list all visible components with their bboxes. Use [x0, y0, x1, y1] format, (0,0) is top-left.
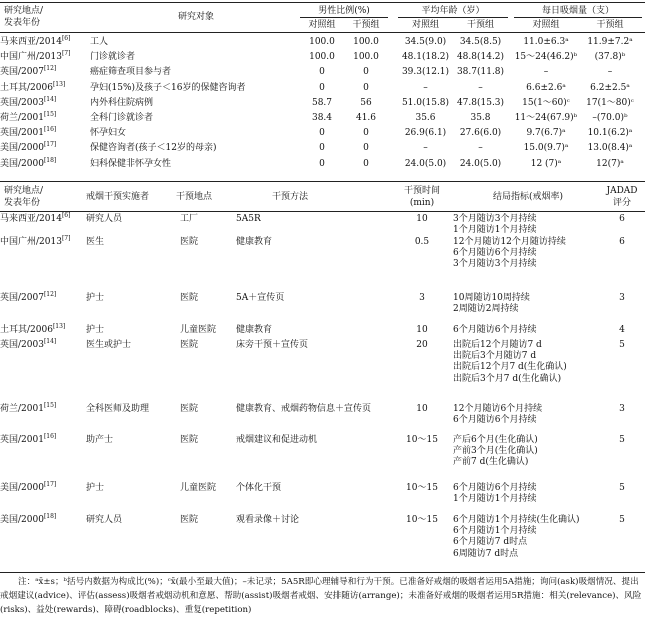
t1-row-male-intervention: 0: [363, 143, 369, 153]
location-year: 美国/2000: [0, 515, 44, 525]
t2-row-site: 医院: [180, 404, 199, 414]
table-rule: [0, 572, 645, 573]
t1-row-male-intervention: 56: [360, 98, 372, 108]
t2-row-implementer: 研究人员: [86, 214, 123, 224]
t2-row-implementer: 医生: [86, 237, 105, 247]
t2-row-duration: 10: [416, 214, 428, 224]
reference-marker: [13]: [52, 323, 66, 330]
location-year: 中国广州/2013: [0, 52, 62, 62]
t1-row-age-control: 26.9(6.1): [404, 128, 447, 138]
t1-row-location: [0, 51, 70, 63]
t1-row-male-intervention: 0: [363, 67, 369, 77]
t2-row-location: [0, 339, 56, 351]
t1-row-subject: 内外科住院病例: [90, 98, 154, 108]
t2-header-jadad-l2: 评分: [612, 198, 631, 208]
t2-row-method: 个体化干预: [236, 483, 282, 493]
t2-row-implementer: 全科医师及助理: [86, 404, 150, 414]
t1-row-smoke-control: 15(1～60)ᶜ: [522, 98, 570, 108]
t2-row-implementer: 医生或护士: [86, 340, 132, 350]
t1-header-mean-age: 平均年龄（岁）: [421, 6, 485, 16]
t2-row-method: 健康教育、戒烟药物信息＋宣传页: [236, 404, 372, 414]
t2-row-duration: 10: [416, 325, 428, 335]
t1-row-male-control: 58.7: [311, 98, 333, 108]
reference-marker: [17]: [43, 481, 57, 488]
t1-row-male-control: 0: [319, 159, 325, 169]
t2-header-location-l1: 研究地点/: [4, 186, 44, 196]
t2-row-outcome-line: 出院后3个月7 d(生化确认): [453, 374, 562, 384]
t1-row-smoke-intervention: 13.0(8.4)ᵃ: [587, 143, 633, 153]
column-group-rule: [398, 17, 508, 18]
t2-row-outcome-line: 6个月随访6个月持续: [453, 325, 537, 335]
t1-row-male-control: 100.0: [309, 52, 335, 62]
column-group-rule: [300, 17, 388, 18]
t2-row-location: [0, 236, 70, 248]
t1-row-age-intervention: 34.5(8.5): [459, 37, 502, 47]
t1-row-smoke-intervention: (37.8)ᵇ: [594, 52, 626, 62]
reference-marker: [14]: [43, 338, 57, 345]
t2-row-method: 床旁干预＋宣传页: [236, 340, 309, 350]
t1-row-subject: 孕妇(15%)及孩子＜16岁的保健咨询者: [90, 83, 246, 93]
table-rule: [0, 2, 645, 3]
t1-row-age-control: –: [423, 83, 428, 93]
t2-header-duration-l2: (min): [409, 198, 435, 208]
t1-row-male-intervention: 100.0: [353, 37, 379, 47]
table-footnote: 注：ᵃx̄±s；ᵇ括号内数据为构成比(%)；ᶜx̄(最小至最大值)；–未记录；5A5R即心理辅导和行为干预。已准备好戒烟的吸烟者运用5A措施；询问(ask)吸烟情况、提出戒烟建议(advice)、评估(assess)吸烟者戒烟动机和意愿、帮助(assist)吸烟者戒烟、安排随访(arrange)；未准备好戒烟的吸烟者运用5R措施：相关(relevance)、风险(risks)、益处(rewards)、障碍(roadblocks)、重复(repetition): [0, 577, 642, 615]
t1-row-male-control: 100.0: [309, 37, 335, 47]
t1-row-smoke-control: 11～24(67.9)ᵇ: [514, 113, 578, 123]
t1-row-smoke-intervention: 6.2±2.5ᵃ: [590, 83, 630, 93]
t2-row-site: 医院: [180, 293, 199, 303]
table-rule: [0, 211, 645, 212]
t1-row-smoke-control: 15～24(46.2)ᵇ: [514, 52, 578, 62]
t1-row-location: [0, 112, 56, 124]
t2-row-implementer: 研究人员: [86, 515, 123, 525]
t2-row-implementer: 护士: [86, 483, 105, 493]
location-year: 英国/2007: [0, 67, 44, 77]
t2-row-duration: 10～15: [406, 483, 438, 493]
t2-row-method: 5A5R: [236, 214, 261, 224]
t2-row-site: 儿童医院: [180, 325, 217, 335]
t1-row-age-intervention: 48.8(14.2): [456, 52, 505, 62]
t1-header-age-control: 对照组: [411, 20, 439, 30]
t2-row-outcome-line: 6个月随访7 d时点: [453, 537, 528, 547]
location-year: 马来西亚/2014: [0, 37, 62, 47]
t2-row-jadad: 6: [619, 214, 625, 224]
t2-row-location: [0, 213, 70, 225]
t1-row-smoke-intervention: 17(1～80)ᶜ: [586, 98, 634, 108]
t2-row-location: [0, 292, 56, 304]
t1-row-age-intervention: –: [478, 83, 483, 93]
t1-header-age-intervention: 干预组: [466, 20, 494, 30]
t2-row-location: [0, 482, 56, 494]
t1-row-smoke-intervention: –(70.0)ᵇ: [592, 113, 628, 123]
t1-row-location: [0, 127, 56, 139]
t1-row-age-control: 39.3(12.1): [401, 67, 450, 77]
t1-row-age-control: 48.1(18.2): [401, 52, 450, 62]
t2-row-outcome-line: 6周随访7 d时点: [453, 549, 519, 559]
t1-row-subject: 妇科保健非怀孕女性: [90, 159, 172, 169]
t1-row-smoke-intervention: 12(7)ᵃ: [596, 159, 624, 169]
t2-row-outcome-line: 3个月随访3个月持续: [453, 214, 537, 224]
t1-row-male-intervention: 0: [363, 128, 369, 138]
location-year: 荷兰/2001: [0, 404, 44, 414]
t2-row-method: 健康教育: [236, 325, 273, 335]
location-year: 中国广州/2013: [0, 237, 62, 247]
t1-row-smoke-intervention: 11.9±7.2ᵃ: [587, 37, 633, 47]
t1-row-age-intervention: –: [478, 143, 483, 153]
t1-header-subject: 研究对象: [178, 12, 215, 22]
t2-row-outcome-line: 出院后12个月随访7 d: [453, 340, 542, 350]
t1-row-male-intervention: 0: [363, 83, 369, 93]
reference-marker: [14]: [43, 96, 57, 103]
t1-row-age-control: 51.0(15.8): [401, 98, 450, 108]
t2-header-jadad-l1: JADAD: [606, 186, 638, 196]
t1-row-location: [0, 97, 56, 109]
t1-row-subject: 门诊就诊者: [90, 52, 136, 62]
t2-header-implementer: 戒烟干预实施者: [86, 192, 150, 202]
t2-row-duration: 20: [416, 340, 428, 350]
t1-row-male-control: 0: [319, 128, 325, 138]
t2-row-jadad: 5: [619, 483, 625, 493]
t1-row-age-control: 24.0(5.0): [404, 159, 447, 169]
t1-row-male-control: 38.4: [311, 113, 333, 123]
t1-row-subject: 保健咨询者(孩子＜12岁的母亲): [90, 143, 217, 153]
t1-row-male-control: 0: [319, 67, 325, 77]
location-year: 英国/2003: [0, 98, 44, 108]
t1-row-location: [0, 66, 56, 78]
t2-row-outcome-line: 12个月随访12个月随访持续: [453, 237, 566, 247]
reference-marker: [12]: [43, 291, 57, 298]
t1-header-male-intervention: 干预组: [352, 20, 380, 30]
location-year: 英国/2003: [0, 340, 44, 350]
t2-row-duration: 10: [416, 404, 428, 414]
t2-row-outcome-line: 6个月随访1个月持续: [453, 526, 537, 536]
reference-marker: [15]: [43, 111, 57, 118]
t2-row-outcome-line: 10周随访10周持续: [453, 293, 530, 303]
location-year: 土耳其/2006: [0, 83, 53, 93]
t1-row-subject: 怀孕妇女: [90, 128, 127, 138]
reference-marker: [12]: [43, 65, 57, 72]
t1-row-age-control: 34.5(9.0): [404, 37, 447, 47]
t2-row-jadad: 3: [619, 404, 625, 414]
t1-row-age-intervention: 47.8(15.3): [456, 98, 505, 108]
t2-row-implementer: 护士: [86, 325, 105, 335]
t2-row-jadad: 3: [619, 293, 625, 303]
t2-header-duration-l1: 干预时间: [403, 186, 440, 196]
t1-row-subject: 癌症筛查项目参与者: [90, 67, 172, 77]
t2-row-site: 医院: [180, 435, 199, 445]
t2-row-method: 观看录像＋讨论: [236, 515, 300, 525]
t1-header-male-ratio: 男性比例(%): [318, 6, 370, 16]
t2-row-location: [0, 514, 56, 526]
t2-row-site: 工厂: [180, 214, 199, 224]
reference-marker: [18]: [43, 513, 57, 520]
t2-row-jadad: 6: [619, 237, 625, 247]
t2-row-outcome-line: 产前7 d(生化确认): [453, 457, 529, 467]
location-year: 土耳其/2006: [0, 325, 53, 335]
reference-marker: [16]: [43, 433, 57, 440]
t2-row-outcome-line: 6个月随访6个月持续: [453, 415, 537, 425]
location-year: 英国/2001: [0, 128, 44, 138]
t2-row-outcome-line: 12个月随访6个月持续: [453, 404, 543, 414]
reference-marker: [16]: [43, 126, 57, 133]
t2-row-implementer: 护士: [86, 293, 105, 303]
t2-row-outcome-line: 1个月随访1个月持续: [453, 494, 537, 504]
reference-marker: [18]: [43, 157, 57, 164]
location-year: 英国/2007: [0, 293, 44, 303]
t2-row-method: 健康教育: [236, 237, 273, 247]
reference-marker: [15]: [43, 402, 57, 409]
t2-row-implementer: 助产士: [86, 435, 114, 445]
t1-row-age-intervention: 24.0(5.0): [459, 159, 502, 169]
t1-row-location: [0, 82, 65, 94]
t1-header-location-l2: 发表年份: [4, 18, 41, 28]
t2-row-duration: 10～15: [406, 515, 438, 525]
t2-row-location: [0, 403, 56, 415]
t1-row-smoke-intervention: –: [607, 67, 613, 77]
t1-row-age-control: 35.6: [415, 113, 436, 123]
t1-row-subject: 全科门诊就诊者: [90, 113, 154, 123]
t2-header-outcome: 结局指标(戒烟率): [492, 192, 564, 202]
t1-row-smoke-control: –: [543, 67, 549, 77]
t1-row-smoke-control: 9.7(6.7)ᵃ: [526, 128, 566, 138]
t2-header-site: 干预地点: [176, 192, 213, 202]
location-year: 美国/2000: [0, 143, 44, 153]
reference-marker: [6]: [61, 35, 71, 42]
t2-row-jadad: 5: [619, 435, 625, 445]
t1-header-smoke-control: 对照组: [532, 20, 560, 30]
t2-row-outcome-line: 6个月随访6个月持续: [453, 483, 537, 493]
t2-header-method: 干预方法: [272, 192, 309, 202]
reference-marker: [17]: [43, 141, 57, 148]
t2-row-method: 5A＋宣传页: [236, 293, 285, 303]
t2-row-site: 医院: [180, 237, 199, 247]
t2-row-outcome-line: 产后6个月(生化确认): [453, 435, 538, 445]
t2-row-outcome-line: 产前3个月(生化确认): [453, 446, 538, 456]
t2-row-duration: 10～15: [406, 435, 438, 445]
reference-marker: [13]: [52, 81, 66, 88]
t1-row-smoke-control: 15.0(9.7)ᵃ: [523, 143, 569, 153]
t1-row-subject: 工人: [90, 37, 109, 47]
t2-row-outcome-line: 3个月随访3个月持续: [453, 259, 537, 269]
t2-row-outcome-line: 出院后12个月7 d(生化确认): [453, 362, 567, 372]
t2-row-outcome-line: 6个月随访6个月持续: [453, 248, 537, 258]
t1-row-smoke-intervention: 10.1(6.2)ᵃ: [587, 128, 633, 138]
t2-row-duration: 3: [419, 293, 425, 303]
t1-row-location: [0, 158, 56, 170]
t1-row-location: [0, 36, 70, 48]
t1-row-smoke-control: 11.0±6.3ᵃ: [523, 37, 569, 47]
t2-row-site: 医院: [180, 515, 199, 525]
t2-row-outcome-line: 2周随访2周持续: [453, 304, 519, 314]
t2-row-outcome-line: 出院后3个月随访7 d: [453, 351, 537, 361]
t1-row-age-intervention: 27.6(6.0): [459, 128, 502, 138]
t2-row-method: 戒烟建议和促进动机: [236, 435, 318, 445]
column-group-rule: [514, 17, 642, 18]
location-year: 英国/2001: [0, 435, 44, 445]
t1-row-male-control: 0: [319, 143, 325, 153]
t1-row-age-control: –: [423, 143, 428, 153]
t1-row-male-intervention: 100.0: [353, 52, 379, 62]
t2-row-site: 儿童医院: [180, 483, 217, 493]
t2-row-duration: 0.5: [414, 237, 430, 247]
t1-header-daily-smoking: 每日吸烟量（支）: [541, 6, 614, 16]
t1-row-male-intervention: 41.6: [355, 113, 377, 123]
t1-row-male-control: 0: [319, 83, 325, 93]
t1-header-male-control: 对照组: [308, 20, 336, 30]
t2-row-location: [0, 324, 65, 336]
location-year: 马来西亚/2014: [0, 214, 62, 224]
t2-row-jadad: 4: [619, 325, 625, 335]
t1-row-age-intervention: 35.8: [470, 113, 491, 123]
t2-row-jadad: 5: [619, 515, 625, 525]
location-year: 美国/2000: [0, 483, 44, 493]
table-rule: [0, 32, 645, 33]
t1-row-smoke-control: 6.6±2.6ᵃ: [526, 83, 566, 93]
t2-header-location-l2: 发表年份: [4, 198, 41, 208]
t1-header-location-l1: 研究地点/: [4, 6, 44, 16]
t1-row-age-intervention: 38.7(11.8): [456, 67, 505, 77]
reference-marker: [7]: [61, 50, 71, 57]
t2-row-jadad: 5: [619, 340, 625, 350]
t1-row-location: [0, 142, 56, 154]
t1-header-smoke-intervention: 干预组: [596, 20, 624, 30]
t2-row-site: 医院: [180, 340, 199, 350]
t2-row-location: [0, 434, 56, 446]
t2-row-outcome-line: 1个月随访1个月持续: [453, 225, 537, 235]
reference-marker: [6]: [61, 212, 71, 219]
t1-row-smoke-control: 12 (7)ᵃ: [530, 159, 562, 169]
t1-row-male-intervention: 0: [363, 159, 369, 169]
location-year: 荷兰/2001: [0, 113, 44, 123]
t2-row-outcome-line: 6个月随访1个月持续(生化确认): [453, 515, 580, 525]
location-year: 美国/2000: [0, 159, 44, 169]
reference-marker: [7]: [61, 235, 71, 242]
table-rule: [0, 181, 645, 182]
